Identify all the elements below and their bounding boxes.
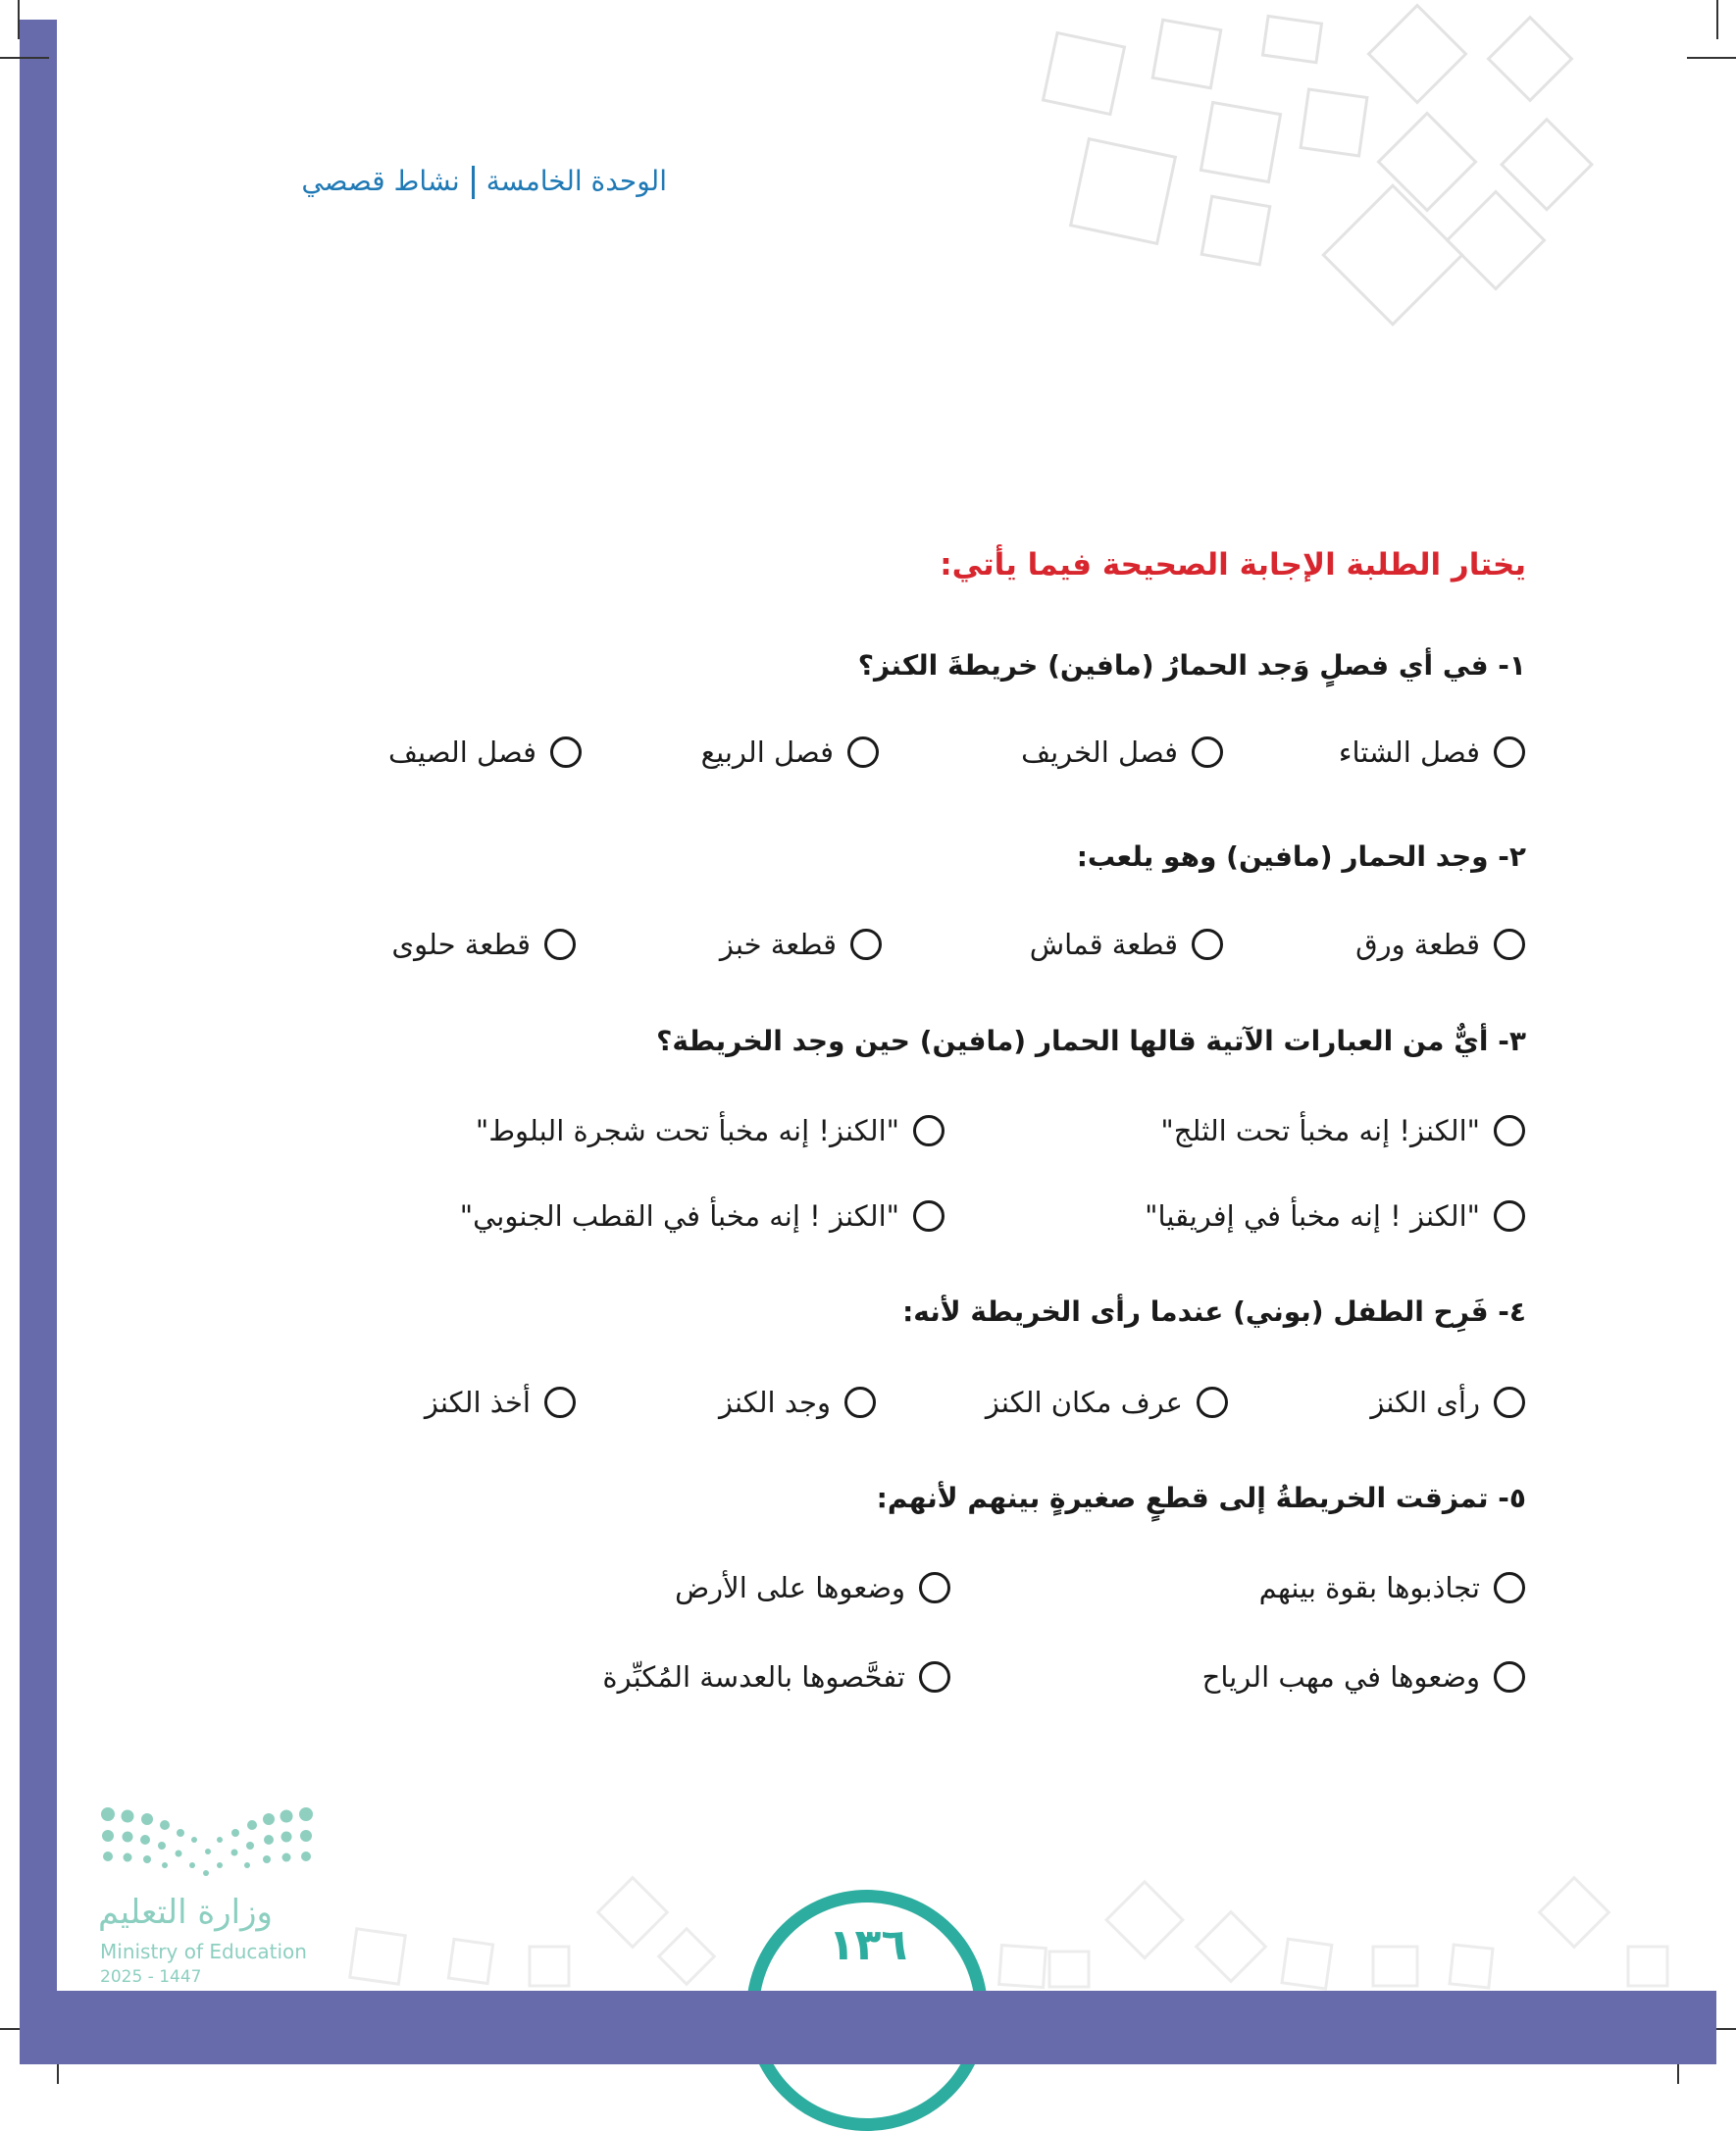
option[interactable]: فصل الشتاء bbox=[1339, 736, 1525, 769]
option[interactable]: وجد الكنز bbox=[719, 1386, 876, 1419]
radio-circle-icon[interactable] bbox=[844, 1387, 876, 1418]
option[interactable]: وضعوها على الأرض bbox=[675, 1571, 950, 1604]
radio-circle-icon[interactable] bbox=[1494, 929, 1525, 960]
option[interactable]: قطعة خبز bbox=[720, 928, 882, 961]
radio-circle-icon[interactable] bbox=[847, 736, 879, 768]
ministry-logo-arabic: وزارة التعليم bbox=[98, 1893, 273, 1932]
radio-circle-icon[interactable] bbox=[1494, 1200, 1525, 1232]
radio-circle-icon[interactable] bbox=[550, 736, 582, 768]
unit-title: الوحدة الخامسة bbox=[485, 165, 667, 197]
option[interactable]: "الكنز ! إنه مخبأ في إفريقيا" bbox=[1145, 1199, 1525, 1233]
page-number: ١٣٦ bbox=[828, 1920, 908, 1970]
option[interactable]: فصل الصيف bbox=[388, 736, 582, 769]
option[interactable]: قطعة حلوى bbox=[391, 928, 576, 961]
radio-circle-icon[interactable] bbox=[1192, 736, 1223, 768]
radio-circle-icon[interactable] bbox=[850, 929, 882, 960]
header-separator bbox=[472, 166, 475, 199]
option[interactable]: تجاذبوها بقوة بينهم bbox=[1259, 1571, 1525, 1604]
option[interactable]: فصل الربيع bbox=[701, 736, 879, 769]
radio-circle-icon[interactable] bbox=[913, 1115, 945, 1146]
question-3: ٣- أيٌّ من العبارات الآتية قالها الحمار (مافين) حين وجد الخريطة؟ bbox=[656, 1025, 1526, 1057]
option[interactable]: وضعوها في مهب الرياح bbox=[1202, 1660, 1525, 1694]
question-2: ٢- وجد الحمار (مافين) وهو يلعب: bbox=[1076, 840, 1526, 873]
option[interactable]: أخذ الكنز bbox=[425, 1386, 576, 1419]
option[interactable]: "الكنز! إنه مخبأ تحت شجرة البلوط" bbox=[476, 1114, 945, 1147]
option[interactable]: فصل الخريف bbox=[1021, 736, 1223, 769]
radio-circle-icon[interactable] bbox=[919, 1661, 950, 1693]
ministry-logo-english: Ministry of Education bbox=[100, 1940, 307, 1963]
ministry-logo-dots-icon bbox=[98, 1804, 319, 1883]
option[interactable]: "الكنز! إنه مخبأ تحت الثلج" bbox=[1160, 1114, 1525, 1147]
radio-circle-icon[interactable] bbox=[1494, 1387, 1525, 1418]
radio-circle-icon[interactable] bbox=[919, 1572, 950, 1603]
radio-circle-icon[interactable] bbox=[1494, 736, 1525, 768]
option[interactable]: عرف مكان الكنز bbox=[986, 1386, 1228, 1419]
radio-circle-icon[interactable] bbox=[1197, 1387, 1228, 1418]
radio-circle-icon[interactable] bbox=[913, 1200, 945, 1232]
radio-circle-icon[interactable] bbox=[1494, 1661, 1525, 1693]
bottom-border-bar bbox=[20, 1991, 1716, 2064]
activity-title: نشاط قصصي bbox=[301, 165, 460, 197]
option[interactable]: قطعة ورق bbox=[1355, 928, 1525, 961]
radio-circle-icon[interactable] bbox=[544, 1387, 576, 1418]
radio-circle-icon[interactable] bbox=[1192, 929, 1223, 960]
radio-circle-icon[interactable] bbox=[1494, 1572, 1525, 1603]
option[interactable]: "الكنز ! إنه مخبأ في القطب الجنوبي" bbox=[460, 1199, 945, 1233]
radio-circle-icon[interactable] bbox=[1494, 1115, 1525, 1146]
option[interactable]: قطعة قماش bbox=[1030, 928, 1223, 961]
instruction-heading: يختار الطلبة الإجابة الصحيحة فيما يأتي: bbox=[940, 547, 1526, 583]
radio-circle-icon[interactable] bbox=[544, 929, 576, 960]
option[interactable]: تفحَّصوها بالعدسة المُكبِّرة bbox=[602, 1660, 950, 1694]
ministry-logo-year: 2025 - 1447 bbox=[100, 1967, 202, 1987]
question-5: ٥- تمزقت الخريطةُ إلى قطعٍ صغيرةٍ بينهم لأنهم: bbox=[876, 1482, 1526, 1514]
question-4: ٤- فَرِح الطفل (بوني) عندما رأى الخريطة لأنه: bbox=[902, 1295, 1526, 1328]
option[interactable]: رأى الكنز bbox=[1370, 1386, 1525, 1419]
page-header bbox=[301, 165, 667, 199]
question-1: ١- في أي فصلٍ وَجد الحمارُ (مافين) خريطةَ الكنز؟ bbox=[857, 649, 1526, 682]
